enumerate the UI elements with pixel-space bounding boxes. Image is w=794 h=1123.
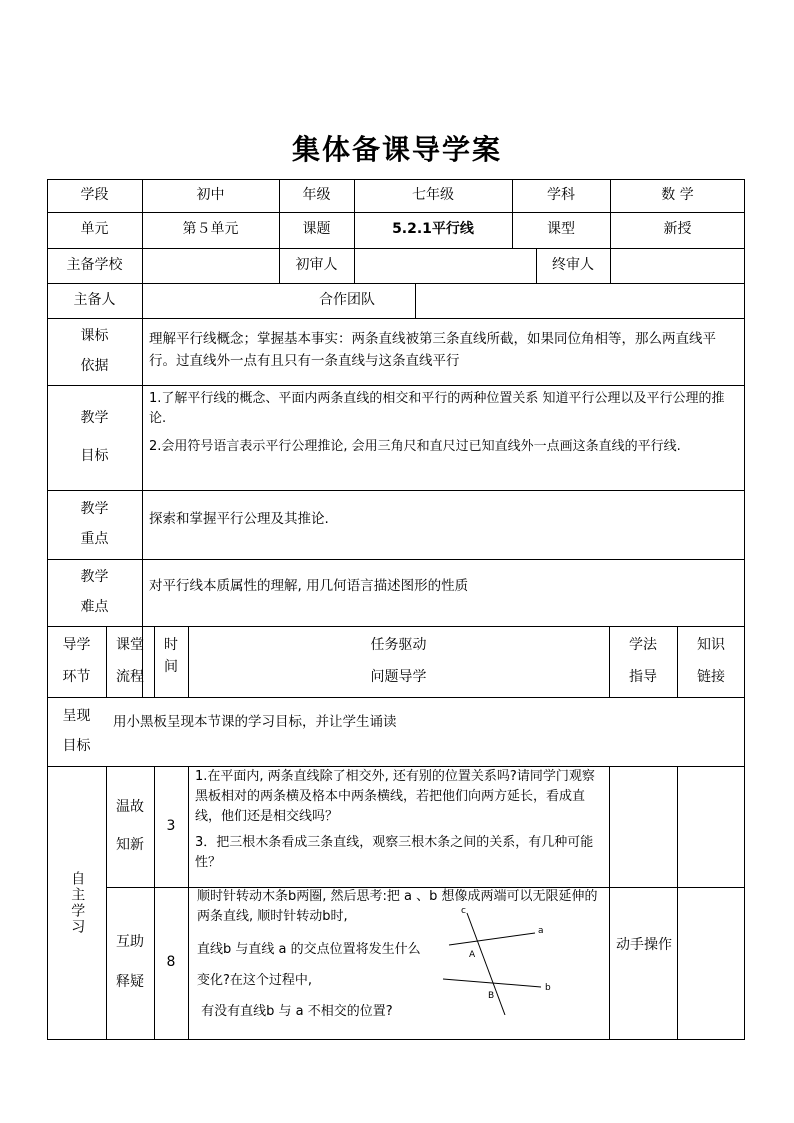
grade-label: 年级 — [302, 186, 331, 203]
first-review-label: 初审人 — [295, 256, 338, 273]
standard-text: 理解平行线概念；掌握基本事实：两条直线被第三条直线所截，如果同位角相等，那么两直线平行。过直线外一点有且只有一条直线与这条直线平行 — [149, 331, 716, 369]
final-review-label: 终审人 — [552, 256, 594, 273]
intersecting-lines-figure — [439, 907, 554, 1015]
grade-value: 七年级 — [412, 186, 454, 203]
review-question-1: 1.在平面内, 两条直线除了相交外, 还有别的位置关系吗?请同学门观察黑板相对的两条横及格本中两条横线，若把他们向两方延长，看成直线，他们还是相交线吗？ — [195, 769, 595, 824]
review-text — [189, 766, 608, 887]
first-review-value — [354, 248, 536, 283]
team-value — [415, 283, 745, 318]
mutual-label: 互助 释疑 — [116, 934, 144, 991]
objective-item: 1.了解平行线的概念、平面内两条直线的相交和平行的两种位置关系 知道平行公理以及平行公理的推论. — [149, 391, 725, 426]
lesson-plan-table — [47, 179, 745, 1040]
review-label: 温故 知新 — [116, 798, 144, 853]
review-time: 3 — [166, 817, 176, 834]
label-a: a — [538, 926, 544, 936]
type-value: 新授 — [663, 221, 692, 238]
header-guide: 导学 环节 — [62, 637, 91, 685]
header-time: 时 间 — [164, 636, 178, 675]
subject-value: 数 学 — [661, 186, 694, 203]
header-flow: 课堂 流程 — [116, 637, 144, 685]
preparer-label: 主备人 — [73, 291, 116, 308]
self-study-label: 自主学习 — [69, 870, 86, 935]
header-method: 学法 指导 — [629, 637, 657, 685]
mutual-time: 8 — [166, 954, 176, 971]
label-c: c — [461, 907, 466, 916]
team-label: 合作团队 — [319, 291, 375, 308]
page-title: 集体备课导学案 — [291, 133, 502, 166]
preparer-value — [142, 283, 279, 318]
unit-value: 第５单元 — [182, 221, 239, 238]
review-question-3: 3．把三根木条看成三条直线，观察三根木条之间的关系，有几种可能性？ — [195, 835, 594, 870]
label-B: B — [488, 991, 495, 1001]
objectives-label: 教学 目标 — [80, 409, 109, 464]
standard-label: 课标 依据 — [80, 328, 109, 374]
label-A: A — [469, 950, 476, 960]
objective-item: 2.会用符号语言表示平行公理推论, 会用三角尺和直尺过已知直线外一点画这条直线的平行线. — [149, 439, 681, 454]
subject-label: 学科 — [547, 186, 575, 203]
topic-label: 课题 — [302, 221, 331, 238]
mutual-text: 顺时针转动木条b两圈, 然后思考:把 a 、b 想像成两端可以无限延伸的两条直线, 顺时针转动b时, 直线b 与直线 a 的交点位置将发生什么 变化?在这个过程中, 有没有直线b 与 a 不相交的位置? c a A B b — [197, 889, 598, 1019]
label-b: b — [545, 983, 551, 993]
school-label: 主备学校 — [66, 256, 123, 273]
line-c — [467, 913, 505, 1015]
difficulties-label: 教学 难点 — [80, 569, 109, 615]
type-label: 课型 — [547, 221, 575, 238]
key-points-label: 教学 重点 — [80, 500, 109, 547]
objectives-text — [143, 385, 743, 490]
school-value — [142, 248, 279, 283]
mutual-method: 动手操作 — [616, 937, 672, 953]
present-label: 呈现 目标 — [62, 707, 91, 754]
key-points-text: 探索和掌握平行公理及其推论. — [149, 511, 329, 527]
line-a — [449, 933, 535, 945]
header-task: 任务驱动 问题导学 — [370, 637, 427, 685]
present-text: 用小黑板呈现本节课的学习目标，并让学生诵读 — [113, 714, 397, 730]
header-link: 知识 链接 — [697, 637, 725, 685]
topic-value: 5.2.1平行线 — [392, 221, 474, 238]
unit-label: 单元 — [80, 221, 109, 238]
final-review-value — [610, 248, 745, 283]
stage-value: 初中 — [196, 186, 225, 203]
stage-label: 学段 — [80, 186, 109, 203]
difficulties-text: 对平行线本质属性的理解, 用几何语言描述图形的性质 — [149, 578, 469, 594]
